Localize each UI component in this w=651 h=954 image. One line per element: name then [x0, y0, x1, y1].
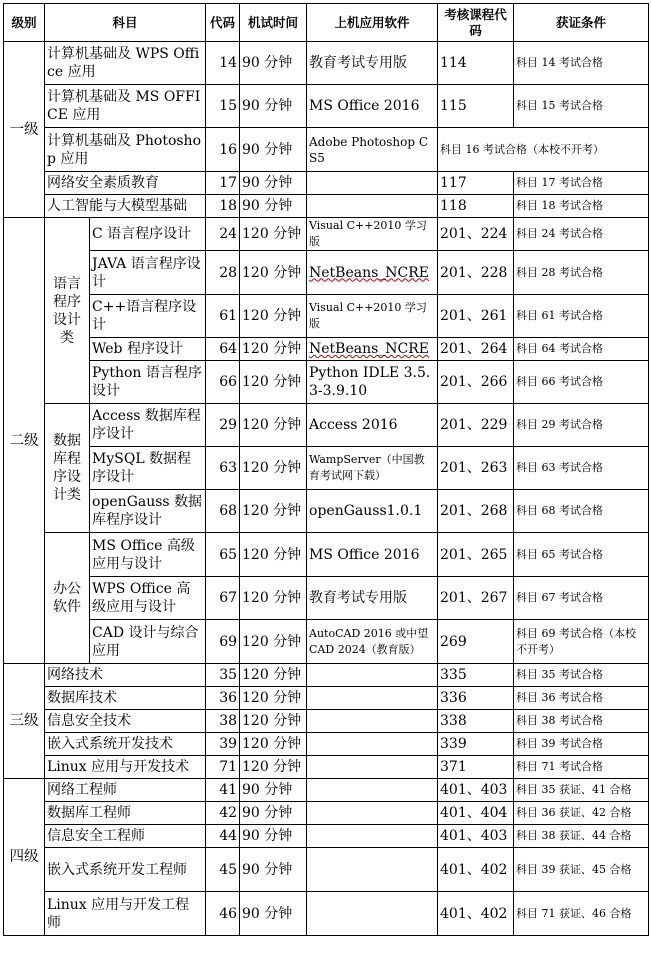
- table-row: [4, 825, 649, 848]
- subject-cell: 计算机基础及 WPS Office 应用: [45, 42, 206, 85]
- condition-cell: 科目 35 考试合格: [514, 664, 649, 687]
- group-cell: 语言程序设计类: [45, 218, 90, 404]
- condition-cell: 科目 39 考试合格: [514, 733, 649, 756]
- software-cell: 教育考试专用版: [307, 42, 438, 85]
- duration-cell: 120 分钟: [240, 338, 307, 361]
- header-exam-code: 考核课程代码: [438, 4, 514, 42]
- condition-cell: 科目 69 考试合格（本校不开考）: [514, 620, 649, 664]
- table-row: [4, 85, 649, 128]
- code-cell: 67: [206, 577, 240, 620]
- condition-cell: 科目 36 获证、42 合格: [514, 802, 649, 825]
- table-row: [4, 892, 649, 936]
- header-software: 上机应用软件: [307, 4, 438, 42]
- exam-code-cell: 401、402: [438, 892, 514, 936]
- condition-cell: 科目 61 考试合格: [514, 295, 649, 338]
- table-row: [4, 338, 649, 361]
- header-duration: 机试时间: [240, 4, 307, 42]
- table-row: [4, 128, 649, 172]
- duration-cell: 90 分钟: [240, 42, 307, 85]
- table-row: [4, 42, 649, 85]
- code-cell: 68: [206, 490, 240, 533]
- exam-code-cell: 371: [438, 756, 514, 779]
- level-cell: 三级: [4, 664, 45, 779]
- condition-cell: 科目 24 考试合格: [514, 218, 649, 251]
- subject-cell: C 语言程序设计: [90, 218, 206, 251]
- exam-code-cell: 401、404: [438, 802, 514, 825]
- exam-table-container: [3, 3, 649, 936]
- level-cell: 四级: [4, 779, 45, 936]
- condition-cell: 科目 35 获证、41 合格: [514, 779, 649, 802]
- table-row: [4, 404, 649, 447]
- code-cell: 24: [206, 218, 240, 251]
- table-row: [4, 195, 649, 218]
- group-cell: 办公软件: [45, 533, 90, 664]
- table-row: [4, 218, 649, 251]
- software-cell: [307, 664, 438, 687]
- table-row: [4, 577, 649, 620]
- duration-cell: 120 分钟: [240, 687, 307, 710]
- condition-cell: 科目 65 考试合格: [514, 533, 649, 577]
- code-cell: 61: [206, 295, 240, 338]
- subject-cell: 计算机基础及 Photoshop 应用: [45, 128, 206, 172]
- subject-cell: 信息安全工程师: [45, 825, 206, 848]
- duration-cell: 90 分钟: [240, 825, 307, 848]
- exam-code-cell: 201、261: [438, 295, 514, 338]
- exam-code-cell: 115: [438, 85, 514, 128]
- condition-cell: 科目 71 获证、46 合格: [514, 892, 649, 936]
- subject-cell: 网络技术: [45, 664, 206, 687]
- subject-cell: Web 程序设计: [90, 338, 206, 361]
- condition-cell: 科目 36 考试合格: [514, 687, 649, 710]
- table-row: [4, 361, 649, 404]
- code-cell: 36: [206, 687, 240, 710]
- exam-code-cell: 401、402: [438, 848, 514, 892]
- header-row: [4, 4, 649, 42]
- condition-cell: 科目 14 考试合格: [514, 42, 649, 85]
- code-cell: 41: [206, 779, 240, 802]
- code-cell: 35: [206, 664, 240, 687]
- condition-cell: 科目 64 考试合格: [514, 338, 649, 361]
- duration-cell: 120 分钟: [240, 251, 307, 295]
- duration-cell: 120 分钟: [240, 620, 307, 664]
- exam-code-cell: 401、403: [438, 825, 514, 848]
- duration-cell: 90 分钟: [240, 128, 307, 172]
- exam-code-cell: 201、266: [438, 361, 514, 404]
- header-code: 代码: [206, 4, 240, 42]
- exam-code-cell: 338: [438, 710, 514, 733]
- duration-cell: 90 分钟: [240, 195, 307, 218]
- condition-cell: 科目 17 考试合格: [514, 172, 649, 195]
- duration-cell: 120 分钟: [240, 218, 307, 251]
- table-row: [4, 802, 649, 825]
- condition-cell: 科目 63 考试合格: [514, 447, 649, 490]
- table-row: [4, 172, 649, 195]
- code-cell: 39: [206, 733, 240, 756]
- duration-cell: 120 分钟: [240, 664, 307, 687]
- table-row: [4, 710, 649, 733]
- condition-cell: 科目 66 考试合格: [514, 361, 649, 404]
- exam-code-cell: 114: [438, 42, 514, 85]
- software-cell: MS Office 2016: [307, 85, 438, 128]
- duration-cell: 120 分钟: [240, 361, 307, 404]
- exam-code-cell: 339: [438, 733, 514, 756]
- code-cell: 28: [206, 251, 240, 295]
- table-row: [4, 687, 649, 710]
- software-cell: [307, 756, 438, 779]
- condition-cell: 科目 18 考试合格: [514, 195, 649, 218]
- header-subject: 科目: [45, 4, 206, 42]
- exam-code-cell: 201、263: [438, 447, 514, 490]
- exam-code-cell: 201、267: [438, 577, 514, 620]
- subject-cell: 网络工程师: [45, 779, 206, 802]
- table-row: [4, 779, 649, 802]
- exam-subject-table: [3, 3, 649, 936]
- software-cell: MS Office 2016: [307, 533, 438, 577]
- table-row: [4, 756, 649, 779]
- condition-cell: 科目 29 考试合格: [514, 404, 649, 447]
- software-cell: [307, 825, 438, 848]
- code-cell: 69: [206, 620, 240, 664]
- code-cell: 17: [206, 172, 240, 195]
- subject-cell: 嵌入式系统开发工程师: [45, 848, 206, 892]
- software-cell: [307, 687, 438, 710]
- software-cell: WampServer（中国教育考试网下载）: [307, 447, 438, 490]
- condition-cell: 科目 38 获证、44 合格: [514, 825, 649, 848]
- subject-cell: 计算机基础及 MS OFFICE 应用: [45, 85, 206, 128]
- code-cell: 14: [206, 42, 240, 85]
- condition-cell: 科目 15 考试合格: [514, 85, 649, 128]
- duration-cell: 90 分钟: [240, 892, 307, 936]
- software-cell: Access 2016: [307, 404, 438, 447]
- duration-cell: 120 分钟: [240, 577, 307, 620]
- table-row: [4, 664, 649, 687]
- subject-cell: 人工智能与大模型基础: [45, 195, 206, 218]
- subject-cell: WPS Office 高级应用与设计: [90, 577, 206, 620]
- duration-cell: 120 分钟: [240, 447, 307, 490]
- code-cell: 15: [206, 85, 240, 128]
- table-row: [4, 251, 649, 295]
- code-cell: 66: [206, 361, 240, 404]
- software-cell: NetBeans_NCRE: [307, 251, 438, 295]
- exam-code-cell: 117: [438, 172, 514, 195]
- condition-cell: 科目 16 考试合格（本校不开考）: [438, 128, 649, 172]
- condition-cell: 科目 71 考试合格: [514, 756, 649, 779]
- level-cell: 一级: [4, 42, 45, 218]
- condition-cell: 科目 28 考试合格: [514, 251, 649, 295]
- software-cell: openGauss1.0.1: [307, 490, 438, 533]
- subject-cell: Linux 应用与开发工程师: [45, 892, 206, 936]
- table-row: [4, 447, 649, 490]
- software-cell: [307, 172, 438, 195]
- duration-cell: 90 分钟: [240, 85, 307, 128]
- exam-code-cell: 201、229: [438, 404, 514, 447]
- header-cert-condition: 获证条件: [514, 4, 649, 42]
- duration-cell: 120 分钟: [240, 756, 307, 779]
- software-cell: [307, 848, 438, 892]
- duration-cell: 120 分钟: [240, 490, 307, 533]
- subject-cell: Linux 应用与开发技术: [45, 756, 206, 779]
- subject-cell: openGauss 数据库程序设计: [90, 490, 206, 533]
- subject-cell: C++语言程序设计: [90, 295, 206, 338]
- code-cell: 18: [206, 195, 240, 218]
- code-cell: 46: [206, 892, 240, 936]
- software-cell: [307, 733, 438, 756]
- group-cell: 数据库程序设计类: [45, 404, 90, 533]
- table-row: [4, 848, 649, 892]
- table-row: [4, 733, 649, 756]
- exam-code-cell: 269: [438, 620, 514, 664]
- code-cell: 38: [206, 710, 240, 733]
- software-cell: Visual C++2010 学习版: [307, 295, 438, 338]
- code-cell: 42: [206, 802, 240, 825]
- code-cell: 64: [206, 338, 240, 361]
- exam-code-cell: 118: [438, 195, 514, 218]
- software-cell: [307, 779, 438, 802]
- subject-cell: 数据库技术: [45, 687, 206, 710]
- software-cell: 教育考试专用版: [307, 577, 438, 620]
- level-cell: 二级: [4, 218, 45, 664]
- subject-cell: 嵌入式系统开发技术: [45, 733, 206, 756]
- software-cell: Python IDLE 3.5.3-3.9.10: [307, 361, 438, 404]
- software-cell: NetBeans_NCRE: [307, 338, 438, 361]
- code-cell: 29: [206, 404, 240, 447]
- software-cell: Adobe Photoshop CS5: [307, 128, 438, 172]
- table-row: [4, 620, 649, 664]
- code-cell: 45: [206, 848, 240, 892]
- subject-cell: Access 数据库程序设计: [90, 404, 206, 447]
- subject-cell: Python 语言程序设计: [90, 361, 206, 404]
- subject-cell: 数据库工程师: [45, 802, 206, 825]
- subject-cell: MS Office 高级应用与设计: [90, 533, 206, 577]
- header-level: 级别: [4, 4, 45, 42]
- software-cell: [307, 195, 438, 218]
- duration-cell: 90 分钟: [240, 848, 307, 892]
- code-cell: 63: [206, 447, 240, 490]
- duration-cell: 90 分钟: [240, 779, 307, 802]
- exam-code-cell: 401、403: [438, 779, 514, 802]
- duration-cell: 120 分钟: [240, 533, 307, 577]
- exam-code-cell: 201、265: [438, 533, 514, 577]
- exam-code-cell: 335: [438, 664, 514, 687]
- duration-cell: 120 分钟: [240, 710, 307, 733]
- duration-cell: 120 分钟: [240, 295, 307, 338]
- condition-cell: 科目 38 考试合格: [514, 710, 649, 733]
- code-cell: 44: [206, 825, 240, 848]
- table-row: [4, 490, 649, 533]
- exam-code-cell: 201、228: [438, 251, 514, 295]
- duration-cell: 90 分钟: [240, 802, 307, 825]
- software-cell: [307, 802, 438, 825]
- exam-code-cell: 201、268: [438, 490, 514, 533]
- software-cell: Visual C++2010 学习版: [307, 218, 438, 251]
- software-cell: [307, 710, 438, 733]
- exam-code-cell: 201、264: [438, 338, 514, 361]
- subject-cell: 网络安全素质教育: [45, 172, 206, 195]
- software-cell: AutoCAD 2016 或中望 CAD 2024（教育版）: [307, 620, 438, 664]
- code-cell: 65: [206, 533, 240, 577]
- condition-cell: 科目 39 获证、45 合格: [514, 848, 649, 892]
- duration-cell: 120 分钟: [240, 733, 307, 756]
- subject-cell: 信息安全技术: [45, 710, 206, 733]
- condition-cell: 科目 67 考试合格: [514, 577, 649, 620]
- subject-cell: CAD 设计与综合应用: [90, 620, 206, 664]
- code-cell: 16: [206, 128, 240, 172]
- table-row: [4, 295, 649, 338]
- exam-code-cell: 201、224: [438, 218, 514, 251]
- software-cell: [307, 892, 438, 936]
- condition-cell: 科目 68 考试合格: [514, 490, 649, 533]
- duration-cell: 90 分钟: [240, 172, 307, 195]
- table-row: [4, 533, 649, 577]
- subject-cell: MySQL 数据程序设计: [90, 447, 206, 490]
- subject-cell: JAVA 语言程序设计: [90, 251, 206, 295]
- code-cell: 71: [206, 756, 240, 779]
- duration-cell: 120 分钟: [240, 404, 307, 447]
- exam-code-cell: 336: [438, 687, 514, 710]
